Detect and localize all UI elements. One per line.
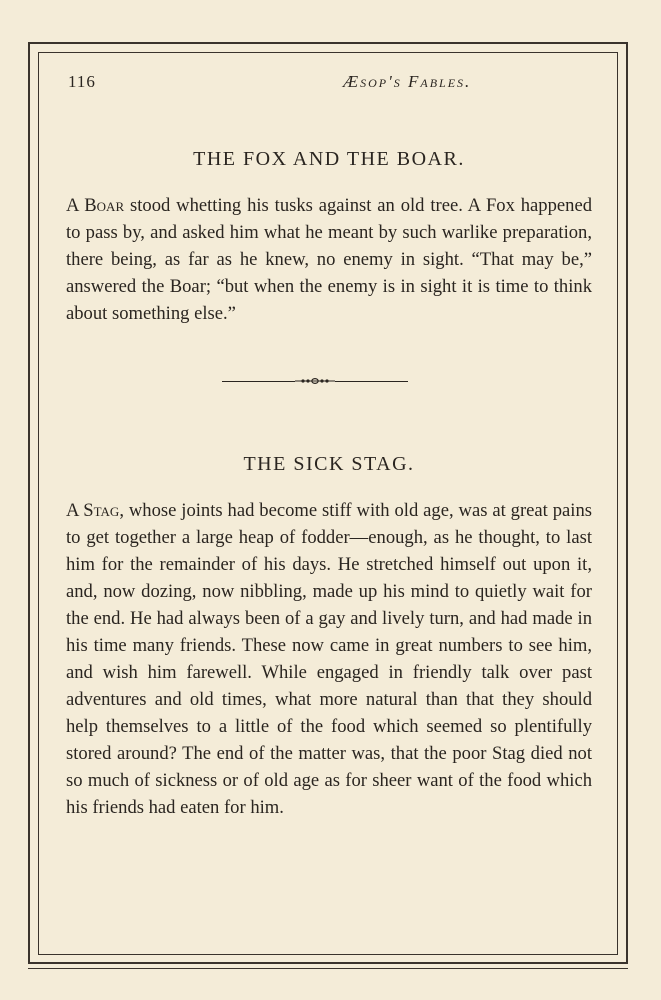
fable-body [66, 497, 592, 821]
running-head [68, 72, 590, 96]
section-divider [222, 376, 408, 386]
bottom-rule [28, 968, 628, 969]
fable-sick-stag [66, 451, 592, 821]
divider-ornament-icon [295, 376, 335, 386]
fable-text: , whose joints had become stiff with old age, was at great pains to get together a large heap of fodder—enough, as he thought, to last him for the remainder of his days. He stretched himself out upon it, and, now dozing, now nibbling, made up his mind to quietly wait for the end. He had always been of a gay and lively turn, and had made in his time many friends. These now came in great numbers to see him, and wish him farewell. While engaged in friendly talk over past adventures and old times, what more natural than that they should help themselves to a little of the food which seemed so plentifully stored around? The end of the matter was, that the poor Stag died not so much of sickness or of old age as for sheer want of the food which his friends had eaten for him. [66, 500, 592, 818]
fable-text: stood whetting his tusks against an old tree. A Fox happened to pass by, and asked him what he meant by such warlike preparation, there being, as far as he knew, no enemy in sight. “That may be,” answered the Boar; “but when the enemy is in sight it is time to think about something else.” [66, 195, 592, 324]
fable-lead-word: A Boar [66, 195, 125, 216]
fable-lead-word: A Stag [66, 500, 120, 521]
fable-title: THE FOX AND THE BOAR. [193, 148, 465, 170]
divider-line-left [222, 381, 295, 382]
divider-line-right [335, 381, 408, 382]
page-number: 116 [68, 72, 96, 91]
fable-fox-and-boar [66, 146, 592, 327]
running-title: Æsop's Fables. [343, 72, 472, 91]
fable-title: THE SICK STAG. [243, 453, 415, 475]
fable-body [66, 192, 592, 327]
